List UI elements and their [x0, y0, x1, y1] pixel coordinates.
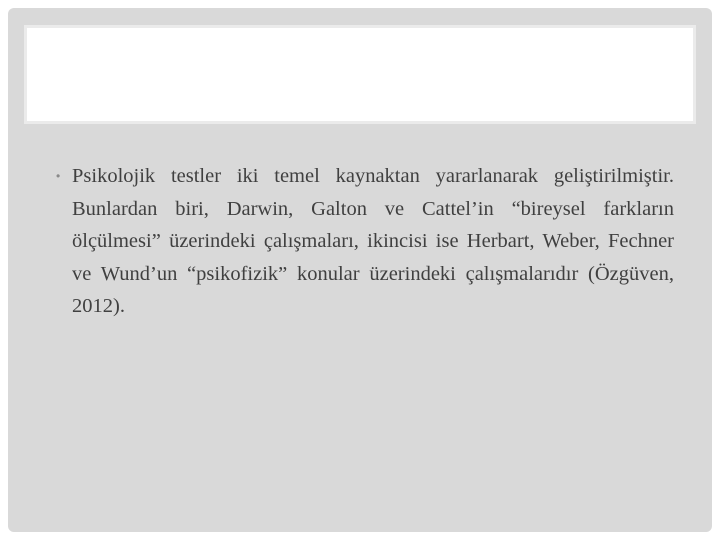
bullet-item [52, 160, 674, 323]
title-placeholder [24, 25, 696, 124]
slide [8, 8, 712, 532]
bullet-icon: • [56, 169, 61, 183]
bullet-text: Psikolojik testler iki temel kaynaktan yararlanarak geliştirilmiştir. Bunlardan biri, Darwin, Galton ve Cattel’in “bireysel farkların ölçülmesi” üzerindeki çalışmaları, ikincisi ise Herbart, Weber, Fechner ve Wund’un “psikofizik” konular üzerindeki çalışmalarıdır (Özgüven, 2012). [72, 165, 674, 317]
content-area [52, 160, 674, 323]
